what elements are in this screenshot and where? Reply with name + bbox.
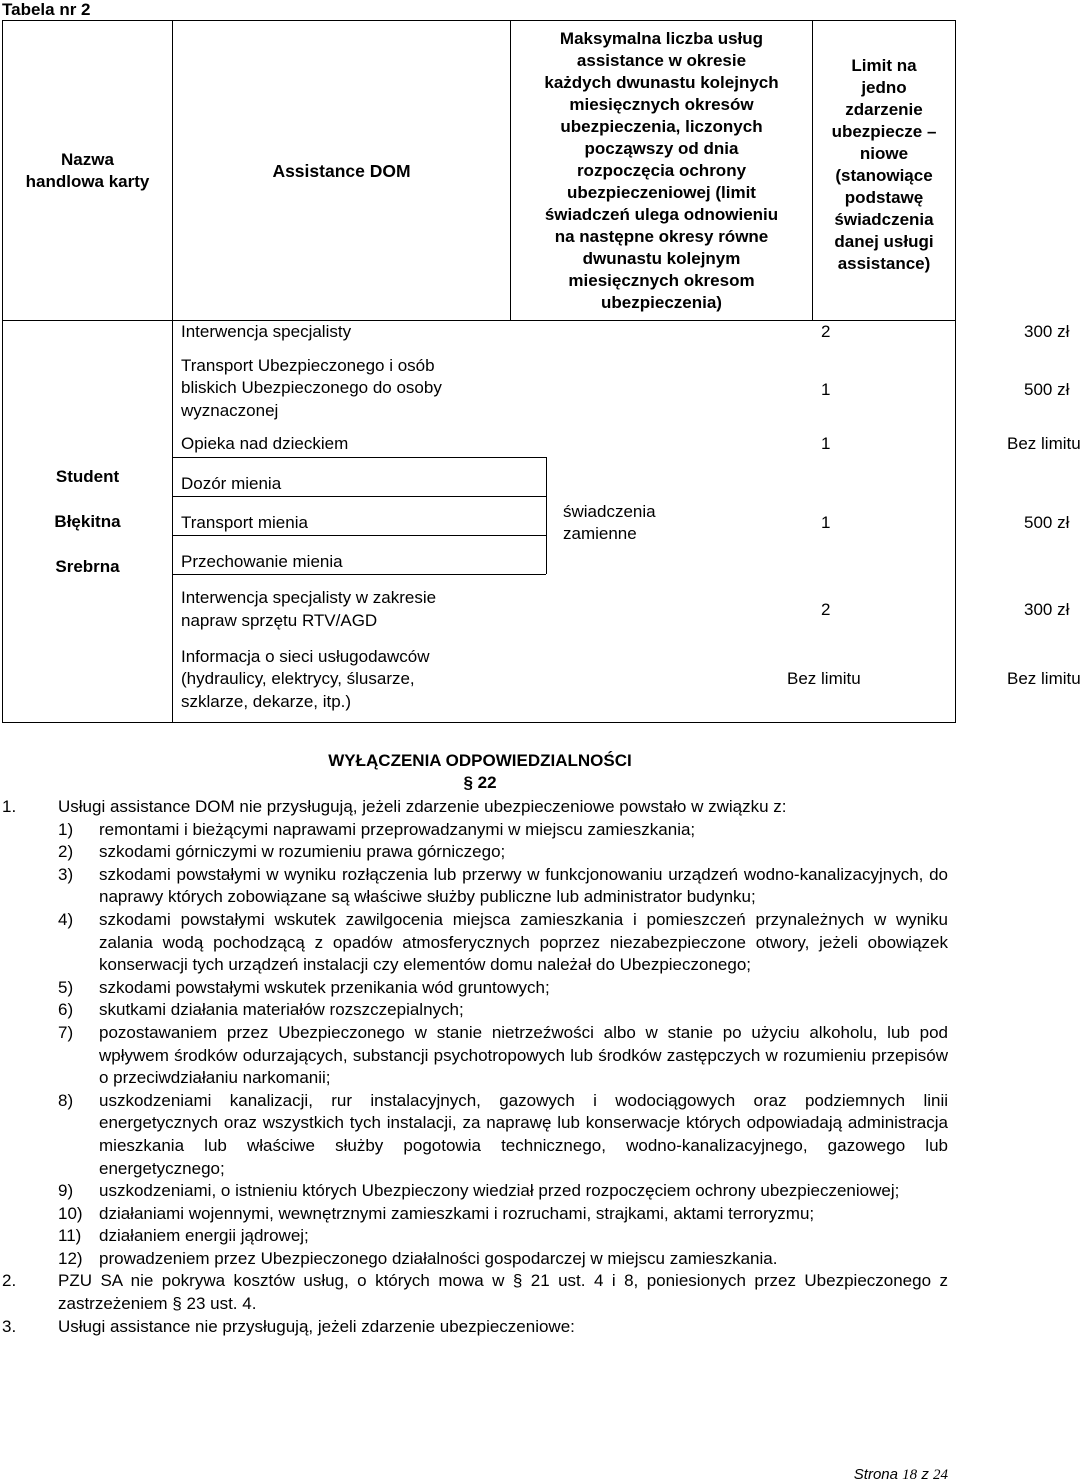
header-max-services-line: ubezpieczeniowej (limit xyxy=(567,182,756,202)
footer-label: Strona xyxy=(853,1466,898,1483)
sub-point-number: 12) xyxy=(58,1248,83,1268)
sub-point-text: szkodami górniczymi w rozumieniu prawa górniczego; xyxy=(99,842,506,862)
header-limit-line: assistance) xyxy=(837,254,931,273)
service-name: bliskich Ubezpieczonego do osoby xyxy=(181,378,442,397)
header-limit-line: zdarzenie xyxy=(845,100,923,119)
sub-point-number: 4) xyxy=(58,909,74,929)
sub-point xyxy=(2,909,948,977)
sub-point-number: 1) xyxy=(58,819,74,839)
point-text: Usługi assistance DOM nie przysługują, jeżeli zdarzenie ubezpieczeniowe powstało w związku z: xyxy=(58,797,787,816)
group-bottom-rule xyxy=(173,574,546,575)
service-count: Bez limitu xyxy=(787,669,861,688)
sub-point-text: działaniem energii jądrowej; xyxy=(99,1226,309,1246)
service-limit: Bez limitu xyxy=(1007,434,1081,453)
sub-point-text: pozostawaniem przez Ubezpieczonego w stanie nietrzeźwości albo w stanie po użyciu alkoholu, lub pod wpływem środków odurzających, substancji psychotropowych lub środków zastępczych w rozumieniu przepisów o przeciwdziałaniu narkomanii; xyxy=(99,1022,948,1088)
group-top-rule xyxy=(173,457,546,458)
point-number: 3. xyxy=(2,1316,17,1336)
exclusions-list xyxy=(2,796,948,1338)
service-name: Opieka nad dzieckiem xyxy=(181,434,349,453)
footer-sep: z xyxy=(921,1466,929,1483)
sub-point-text: prowadzeniem przez Ubezpieczonego działalności gospodarczej w miejscu zamieszkania. xyxy=(99,1248,778,1268)
sub-point-number: 3) xyxy=(58,864,74,884)
service-limit: 500 zł xyxy=(1024,513,1070,532)
point-number: 2. xyxy=(2,1271,17,1291)
group-divider xyxy=(546,457,547,574)
sub-point xyxy=(2,1022,948,1090)
service-name: Interwencja specjalisty xyxy=(181,322,352,341)
sub-point-text: szkodami powstałymi wskutek przenikania wód gruntowych; xyxy=(99,977,550,997)
header-limit-line: jedno xyxy=(861,78,907,97)
header-limit xyxy=(813,21,956,321)
sub-point-number: 2) xyxy=(58,842,74,862)
sub-point-text: remontami i bieżącymi naprawami przeprowadzanymi w miejscu zamieszkania; xyxy=(99,819,696,839)
header-assistance-dom: Assistance DOM xyxy=(173,21,511,321)
header-max-services-line: miesięcznych okresom xyxy=(568,270,755,290)
group-rule-1 xyxy=(173,496,546,497)
sub-point xyxy=(2,1203,948,1226)
group-rule-2 xyxy=(173,535,546,536)
service-limit: 500 zł xyxy=(1024,380,1070,399)
header-max-services-line: dwunastu kolejnym xyxy=(582,248,741,268)
service-count: 1 xyxy=(821,380,831,399)
sub-point xyxy=(2,819,948,842)
header-limit-line: podstawę xyxy=(844,188,924,207)
header-card-name-line1: Nazwa xyxy=(61,149,114,169)
header-max-services-line: assistance w okresie xyxy=(576,50,747,70)
header-card-name xyxy=(3,21,173,321)
service-name: szklarze, dekarze, itp.) xyxy=(181,692,352,711)
header-max-services-line: Maksymalna liczba usług xyxy=(559,28,764,48)
point xyxy=(2,796,948,819)
header-max-services-line: świadczeń ulega odnowieniu xyxy=(544,204,779,224)
sub-point-number: 6) xyxy=(58,1000,74,1020)
header-max-services-line: ubezpieczenia, liczonych xyxy=(560,116,763,136)
service-name: Informacja o sieci usługodawców xyxy=(181,647,430,666)
service-name: Transport Ubezpieczonego i osób xyxy=(181,356,435,375)
service-limit: 300 zł xyxy=(1024,600,1070,619)
card-names-cell xyxy=(3,321,173,723)
sub-point xyxy=(2,977,948,1000)
sub-point-text: szkodami powstałymi wskutek zawilgocenia miejsca zamieszkania i pomieszczeń przynależnych w wyniku zalania wodą pochodzącą z opadów atmosferycznych poprzez niezabezpieczone otwory, jeżeli obowiązek konserwacji tych urządzeń instalacji czy elementów domu należał do Ubezpieczonego; xyxy=(99,909,948,975)
point-text: Usługi assistance nie przysługują, jeżeli zdarzenie ubezpieczeniowe: xyxy=(58,1316,575,1336)
card-name-blekitna: Błękitna xyxy=(54,512,121,531)
footer-total: 24 xyxy=(933,1467,948,1483)
service-count: 2 xyxy=(821,600,831,619)
sub-point xyxy=(2,864,948,909)
service-name: Transport mienia xyxy=(181,513,308,532)
card-name-student: Student xyxy=(55,467,120,486)
point xyxy=(2,1316,948,1339)
group-label: zamienne xyxy=(563,524,637,543)
sub-point-number: 7) xyxy=(58,1022,74,1042)
body-row xyxy=(3,321,956,723)
header-row xyxy=(3,21,956,321)
header-max-services-line: począwszy od dnia xyxy=(584,138,739,158)
service-count: 1 xyxy=(821,434,831,453)
sub-point xyxy=(2,1090,948,1180)
sub-point-text: działaniami wojennymi, wewnętrznymi zamieszkami i rozruchami, strajkami, aktami terroryzmu; xyxy=(99,1203,815,1223)
sub-point-number: 5) xyxy=(58,977,74,997)
header-max-services-line: rozpoczęcia ochrony xyxy=(576,160,747,180)
header-limit-line: (stanowiące xyxy=(835,166,933,185)
header-limit-line: ubezpiecze – xyxy=(831,122,937,141)
section-title: WYŁĄCZENIA ODPOWIEDZIALNOŚCI xyxy=(328,751,632,770)
group-label: świadczenia xyxy=(563,502,656,521)
card-name-srebrna: Srebrna xyxy=(55,557,120,576)
header-limit-line: niowe xyxy=(859,144,909,163)
service-name: wyznaczonej xyxy=(181,401,279,420)
sub-point xyxy=(2,1180,948,1203)
sub-point-number: 10) xyxy=(58,1203,83,1223)
header-max-services xyxy=(511,21,813,321)
header-card-name-line2: handlowa karty xyxy=(25,171,150,191)
service-name: Interwencja specjalisty w zakresie xyxy=(181,588,437,607)
header-max-services-line: na następne okresy równe xyxy=(554,226,769,246)
sub-point-text: uszkodzeniami kanalizacji, rur instalacyjnych, gazowych i wodociągowych oraz podziemnych linii energetycznych oraz wszystkich tych instalacji, za naprawę lub konserwacje których odpowiadają administracja mieszkania lub właściwe służby pogotowia technicznego, wodno-kanalizacyjnego, gazowego lub energetycznego; xyxy=(99,1090,948,1178)
sub-point-text: skutkami działania materiałów rozszczepialnych; xyxy=(99,1000,464,1020)
service-limit: Bez limitu xyxy=(1007,669,1081,688)
header-limit-line: świadczenia xyxy=(834,210,934,229)
service-count: 2 xyxy=(821,322,831,341)
section-paragraph: § 22 xyxy=(463,773,497,792)
point-number: 1. xyxy=(2,797,17,816)
services-cell xyxy=(173,321,1081,723)
sub-point xyxy=(2,1248,948,1271)
sub-point xyxy=(2,1225,948,1248)
header-max-services-line: miesięcznych okresów xyxy=(569,94,754,114)
service-name: Dozór mienia xyxy=(181,474,282,493)
service-name: (hydraulicy, elektrycy, ślusarze, xyxy=(181,669,415,688)
sub-point-text: uszkodzeniami, o istnieniu których Ubezpieczony wiedział przed rozpoczęciem ochrony ubezpieczeniowej; xyxy=(99,1181,900,1201)
service-name: napraw sprzętu RTV/AGD xyxy=(181,611,378,630)
service-name: Przechowanie mienia xyxy=(181,552,343,571)
sub-point xyxy=(2,999,948,1022)
page-footer xyxy=(854,1466,948,1484)
header-max-services-line: każdych dwunastu kolejnych xyxy=(544,72,779,92)
sub-point-number: 11) xyxy=(58,1226,82,1246)
point-text: PZU SA nie pokrywa kosztów usług, o których mowa w § 21 ust. 4 i 8, poniesionych przez Ubezpieczonego z zastrzeżeniem § 23 ust. 4. xyxy=(58,1271,948,1314)
point xyxy=(2,1270,948,1315)
sub-point-number: 9) xyxy=(58,1181,74,1201)
service-limit: 300 zł xyxy=(1024,322,1070,341)
service-count: 1 xyxy=(821,513,831,532)
table-caption: Tabela nr 2 xyxy=(2,0,91,19)
header-limit-line: danej usługi xyxy=(834,232,934,251)
sub-point-number: 8) xyxy=(58,1090,74,1110)
sub-point xyxy=(2,841,948,864)
header-limit-line: Limit na xyxy=(851,56,917,75)
header-max-services-line: ubezpieczenia) xyxy=(601,292,722,312)
assistance-table xyxy=(2,20,1081,723)
sub-point-text: szkodami powstałymi w wyniku rozłączenia lub przerwy w funkcjonowaniu urządzeń wodno-kanalizacyjnych, do naprawy których zobowiązane są właściwe służby publiczne lub administrator budynku; xyxy=(99,864,948,907)
footer-page: 18 xyxy=(902,1467,918,1483)
